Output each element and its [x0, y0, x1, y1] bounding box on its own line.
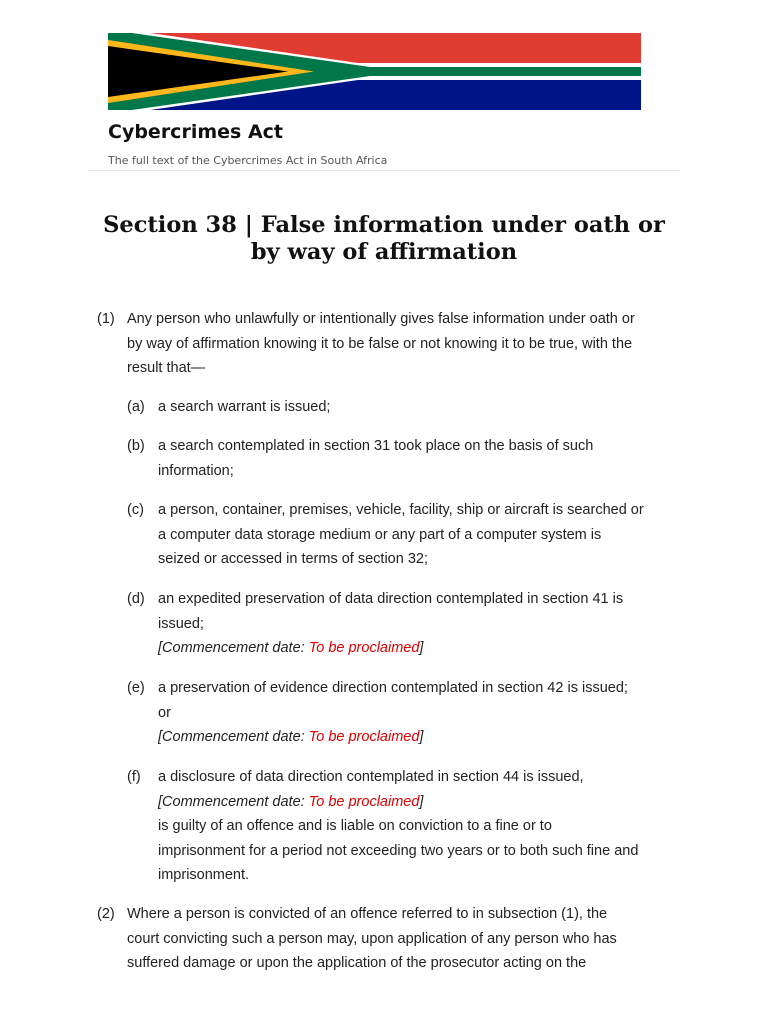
commencement-status: To be proclaimed	[308, 793, 420, 810]
site-title[interactable]: Cybercrimes Act	[108, 121, 283, 143]
item-label: (a)	[127, 399, 145, 415]
item-label: (e)	[127, 680, 145, 696]
subsection-1-text	[127, 307, 635, 381]
text-line: result that—	[127, 360, 206, 376]
site-subtitle: The full text of the Cybercrimes Act in South Africa	[108, 154, 388, 167]
subsection-2-text	[127, 902, 617, 976]
commencement-status: To be proclaimed	[308, 640, 420, 656]
text-line: a disclosure of data direction contemplated in section 44 is issued,	[158, 769, 584, 785]
text-line: by way of affirmation knowing it to be false or not knowing it to be true, with the	[127, 335, 633, 352]
commencement-note	[158, 640, 423, 656]
note-suffix: ]	[419, 793, 424, 810]
subsection-number: (2)	[97, 906, 115, 922]
section-title-line-1: Section 38 | False information under oath or	[103, 212, 665, 238]
note-prefix: [Commencement date:	[158, 640, 309, 656]
item-label: (b)	[127, 438, 145, 454]
subsection-number: (1)	[97, 311, 115, 327]
text-line: a person, container, premises, vehicle, facility, ship or aircraft is searched or	[158, 502, 644, 518]
item-c-text	[158, 498, 644, 572]
text-line: an expedited preservation of data direction contemplated in section 41 is	[158, 591, 624, 607]
text-line: a search contemplated in section 31 took place on the basis of such	[158, 438, 594, 454]
item-label: (c)	[127, 502, 144, 518]
item-label: (f)	[127, 769, 141, 785]
text-line: suffered damage or upon the application of the prosecutor acting on the	[127, 955, 587, 971]
text-line: Where a person is convicted of an offence referred to in subsection (1), the	[127, 906, 608, 922]
text-line: a computer data storage medium or any part of a computer system is	[158, 526, 602, 543]
note-suffix: ]	[419, 729, 424, 745]
text-line: issued;	[158, 615, 204, 632]
text-line: information;	[158, 462, 234, 479]
commencement-note	[158, 729, 423, 745]
commencement-status: To be proclaimed	[308, 729, 420, 745]
text-line: Any person who unlawfully or intentionally gives false information under oath or	[127, 311, 635, 327]
text-line: or	[158, 704, 171, 721]
note-prefix: [Commencement date:	[158, 729, 309, 745]
note-suffix: ]	[419, 640, 424, 656]
item-e-text	[158, 676, 628, 750]
text-line: court convicting such a person may, upon application of any person who has	[127, 930, 617, 947]
text-line: seized or accessed in terms of section 32;	[158, 551, 428, 567]
item-b-text	[158, 434, 593, 483]
section-title-line-2: by way of affirmation	[250, 239, 518, 265]
text-line: imprisonment.	[158, 867, 250, 883]
text-line: a preservation of evidence direction contemplated in section 42 is issued;	[158, 680, 628, 696]
item-label: (d)	[127, 591, 145, 607]
note-prefix: [Commencement date:	[158, 793, 309, 810]
item-d-text	[158, 587, 623, 661]
text-line: a search warrant is issued;	[158, 399, 331, 415]
text-line: imprisonment for a period not exceeding two years or to both such fine and	[158, 842, 639, 859]
text-line: is guilty of an offence and is liable on conviction to a fine or to	[158, 818, 552, 834]
item-f-text	[158, 765, 638, 888]
item-a-text	[158, 395, 330, 420]
commencement-note	[158, 794, 423, 810]
